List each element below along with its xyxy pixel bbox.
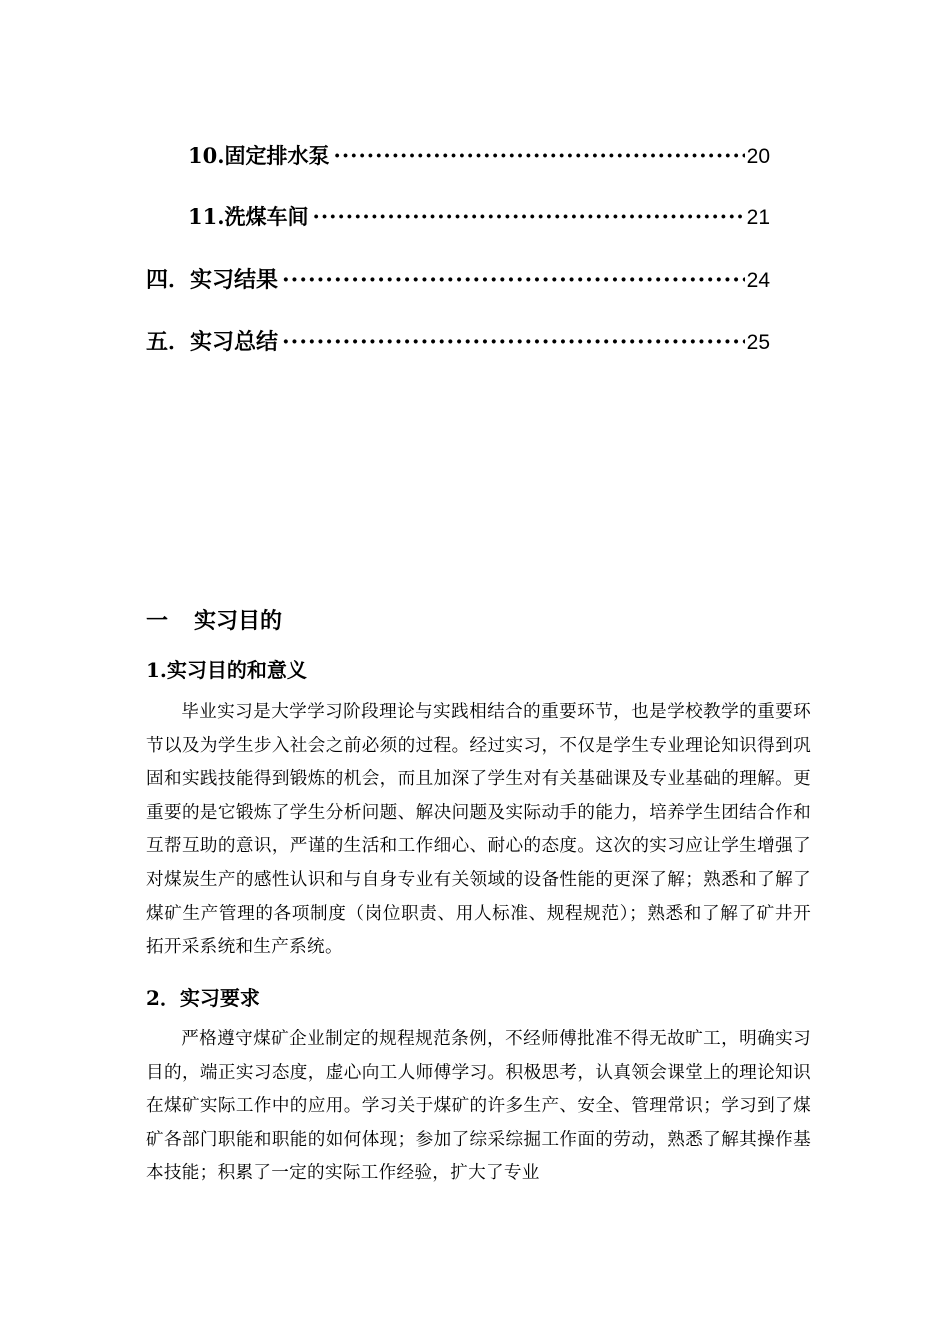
toc-page-number: 20 xyxy=(746,145,770,168)
toc-entry-label: 五．实习总结 xyxy=(146,329,279,355)
toc-page-number: 21 xyxy=(746,206,770,229)
section-number: 一 xyxy=(146,608,169,634)
section-title: 实习目的 xyxy=(194,608,283,634)
subsection-heading: 2．实习要求 xyxy=(146,986,260,1010)
toc-entry-label: 四．实习结果 xyxy=(146,267,279,293)
body-paragraph: 严格遵守煤矿企业制定的规程规范条例，不经师傅批准不得无故旷工，明确实习目的，端正实习态度，虚心向工人师傅学习。积极思考，认真领会课堂上的理论知识在煤矿实际工作中的应用。学习关于煤矿的许多生产、安全、管理常识；学习到了煤矿各部门职能和职能的如何体现；参加了综采综掘工作面的劳动，熟悉了解其操作基本技能；积累了一定的实际工作经验，扩大了专业 xyxy=(146,1029,811,1184)
toc-leader-dots xyxy=(313,204,745,229)
toc-entry-label: 10.固定排水泵 xyxy=(188,143,330,168)
toc-entry[interactable] xyxy=(146,325,770,356)
section-heading xyxy=(146,604,282,635)
toc-entry-label: 11.洗煤车间 xyxy=(188,204,309,229)
toc-leader-dots xyxy=(282,329,745,355)
body-paragraph: 毕业实习是大学学习阶段理论与实践相结合的重要环节，也是学校教学的重要环节以及为学生步入社会之前必须的过程。经过实习，不仅是学生专业理论知识得到巩固和实践技能得到锻炼的机会，而且加深了学生对有关基础课及专业基础的理解。更重要的是它锻炼了学生分析问题、解决问题及实际动手的能力，培养学生团结合作和互帮互助的意识，严谨的生活和工作细心、耐心的态度。这次的实习应让学生增强了对煤炭生产的感性认识和与自身专业有关领域的设备性能的更深了解；熟悉和了解了煤矿生产管理的各项制度（岗位职责、用人标准、规程规范）；熟悉和了解了矿井开拓开采系统和生产系统。 xyxy=(146,702,811,958)
subsection-heading: 1.实习目的和意义 xyxy=(146,658,307,682)
toc-entry[interactable] xyxy=(188,201,770,231)
toc-page-number: 24 xyxy=(746,269,770,292)
toc-entry[interactable] xyxy=(146,263,770,294)
toc-leader-dots xyxy=(334,143,745,168)
toc-entry[interactable] xyxy=(188,140,770,170)
toc-page-number: 25 xyxy=(746,331,770,354)
toc-leader-dots xyxy=(282,267,745,293)
